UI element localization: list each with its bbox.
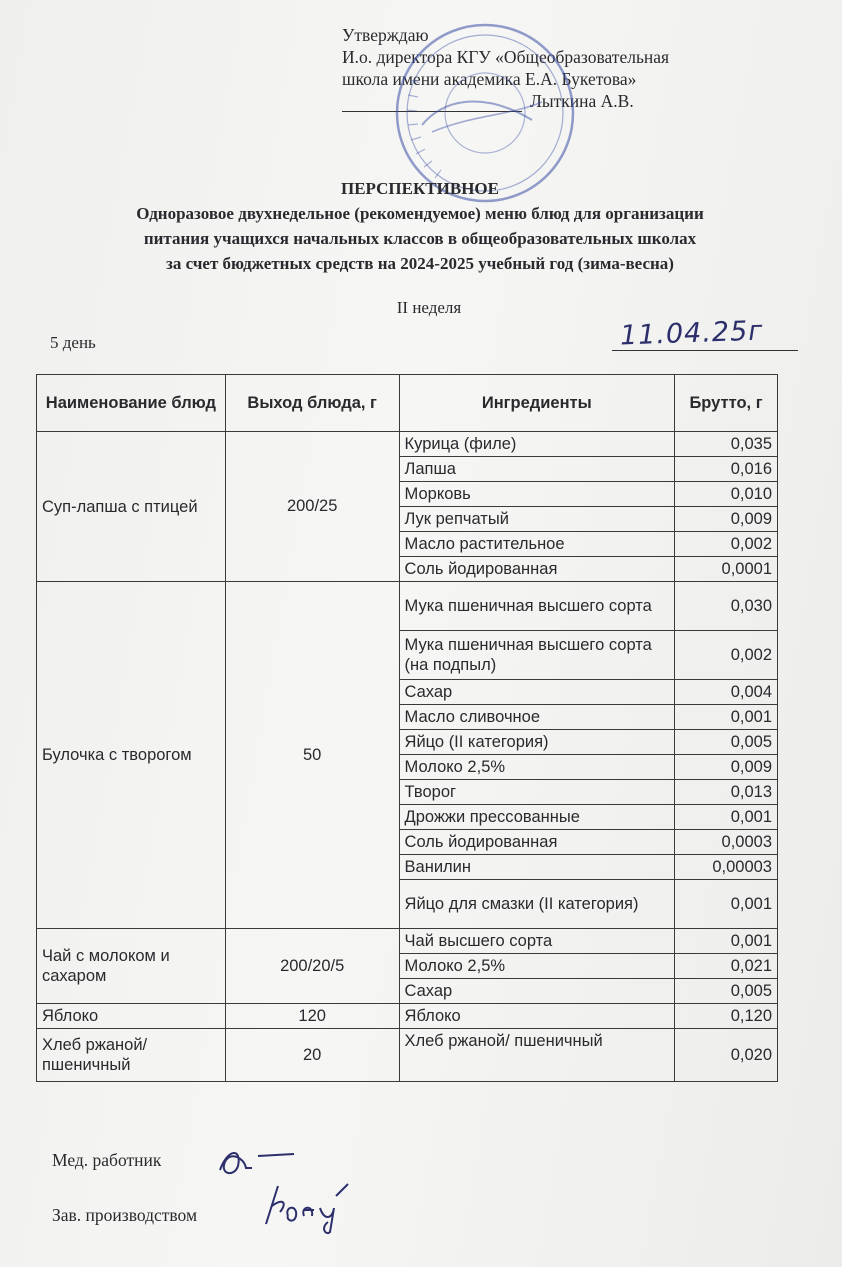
ingredient-gross-cell: 0,016 [675,457,778,482]
ingredient-name-cell: Дрожжи прессованные [399,805,675,830]
production-signature [258,1176,358,1236]
ingredient-gross-cell: 0,005 [675,979,778,1004]
table-row [37,1004,778,1029]
ingredient-gross-cell: 0,120 [675,1004,778,1029]
dish-name-cell: Булочка с творогом [37,582,226,929]
ingredient-name-cell: Соль йодированная [399,830,675,855]
ingredient-name-cell: Яблоко [399,1004,675,1029]
ingredient-name-cell: Курица (филе) [399,432,675,457]
dish-yield-cell: 200/20/5 [225,929,399,1004]
ingredient-gross-cell: 0,002 [675,532,778,557]
ingredient-gross-cell: 0,001 [675,805,778,830]
ingredient-gross-cell: 0,009 [675,755,778,780]
approval-signer: Лыткина А.В. [530,91,634,111]
ingredient-name-cell: Чай высшего сорта [399,929,675,954]
header-yield: Выход блюда, г [225,375,399,432]
ingredient-gross-cell: 0,0003 [675,830,778,855]
ingredient-gross-cell: 0,005 [675,730,778,755]
title-main: ПЕРСПЕКТИВНОЕ [340,179,499,198]
ingredient-name-cell: Творог [399,780,675,805]
dish-yield-cell: 200/25 [225,432,399,582]
table-header-row [37,375,778,432]
day-label: 5 день [50,333,96,352]
production-label: Зав. производством [52,1205,198,1225]
ingredient-gross-cell: 0,001 [675,929,778,954]
table-body [37,432,778,1082]
ingredient-gross-cell: 0,002 [675,631,778,680]
ingredient-gross-cell: 0,0001 [675,557,778,582]
ingredient-name-cell: Масло сливочное [399,705,675,730]
dish-name-cell: Яблоко [37,1004,226,1029]
title-line-2: питания учащихся начальных классов в общеобразовательных школах [143,229,697,248]
ingredient-name-cell: Хлеб ржаной/ пшеничный [399,1029,675,1082]
ingredient-gross-cell: 0,00003 [675,855,778,880]
menu-table [36,374,778,1082]
dish-yield-cell: 20 [225,1029,399,1082]
title-line-1: Одноразовое двухнедельное (рекомендуемое) меню блюд для организации [136,204,704,223]
ingredient-name-cell: Морковь [399,482,675,507]
table-row [37,432,778,457]
document-title [20,176,820,276]
ingredient-name-cell: Молоко 2,5% [399,755,675,780]
ingredient-name-cell: Яйцо (II категория) [399,730,675,755]
ingredient-name-cell: Сахар [399,680,675,705]
ingredient-name-cell: Лук репчатый [399,507,675,532]
ingredient-gross-cell: 0,009 [675,507,778,532]
header-ingredients: Ингредиенты [399,375,675,432]
table-row [37,929,778,954]
ingredient-gross-cell: 0,001 [675,705,778,730]
ingredient-name-cell: Соль йодированная [399,557,675,582]
header-dish: Наименование блюд [37,375,226,432]
approval-line-3: школа имени академика Е.А. Букетова» [342,69,637,89]
ingredient-name-cell: Мука пшеничная высшего сорта [399,582,675,631]
ingredient-gross-cell: 0,004 [675,680,778,705]
ingredient-gross-cell: 0,013 [675,780,778,805]
ingredient-name-cell: Ванилин [399,855,675,880]
dish-name-cell: Хлеб ржаной/ пшеничный [37,1029,226,1082]
dish-yield-cell: 120 [225,1004,399,1029]
ingredient-gross-cell: 0,001 [675,880,778,929]
ingredient-name-cell: Молоко 2,5% [399,954,675,979]
dish-name-cell: Чай с молоком и сахаром [37,929,226,1004]
ingredient-gross-cell: 0,010 [675,482,778,507]
table-row [37,582,778,631]
handwritten-date: 11.04.25г [619,315,764,352]
approval-line-2: И.о. директора КГУ «Общеобразовательная [342,47,670,67]
ingredient-gross-cell: 0,020 [675,1029,778,1082]
ingredient-name-cell: Яйцо для смазки (II категория) [399,880,675,929]
table-row [37,1029,778,1082]
ingredient-name-cell: Лапша [399,457,675,482]
ingredient-gross-cell: 0,021 [675,954,778,979]
ingredient-gross-cell: 0,030 [675,582,778,631]
ingredient-name-cell: Сахар [399,979,675,1004]
dish-name-cell: Суп-лапша с птицей [37,432,226,582]
ingredient-name-cell: Масло растительное [399,532,675,557]
approval-line-1: Утверждаю [342,25,429,45]
dish-yield-cell: 50 [225,582,399,929]
week-label: II неделя [396,298,462,317]
header-gross: Брутто, г [675,375,778,432]
medic-label: Мед. работник [52,1150,162,1170]
ingredient-name-cell: Мука пшеничная высшего сорта (на подпыл) [399,631,675,680]
title-line-3: за счет бюджетных средств на 2024-2025 учебный год (зима-весна) [166,254,674,273]
ingredient-gross-cell: 0,035 [675,432,778,457]
